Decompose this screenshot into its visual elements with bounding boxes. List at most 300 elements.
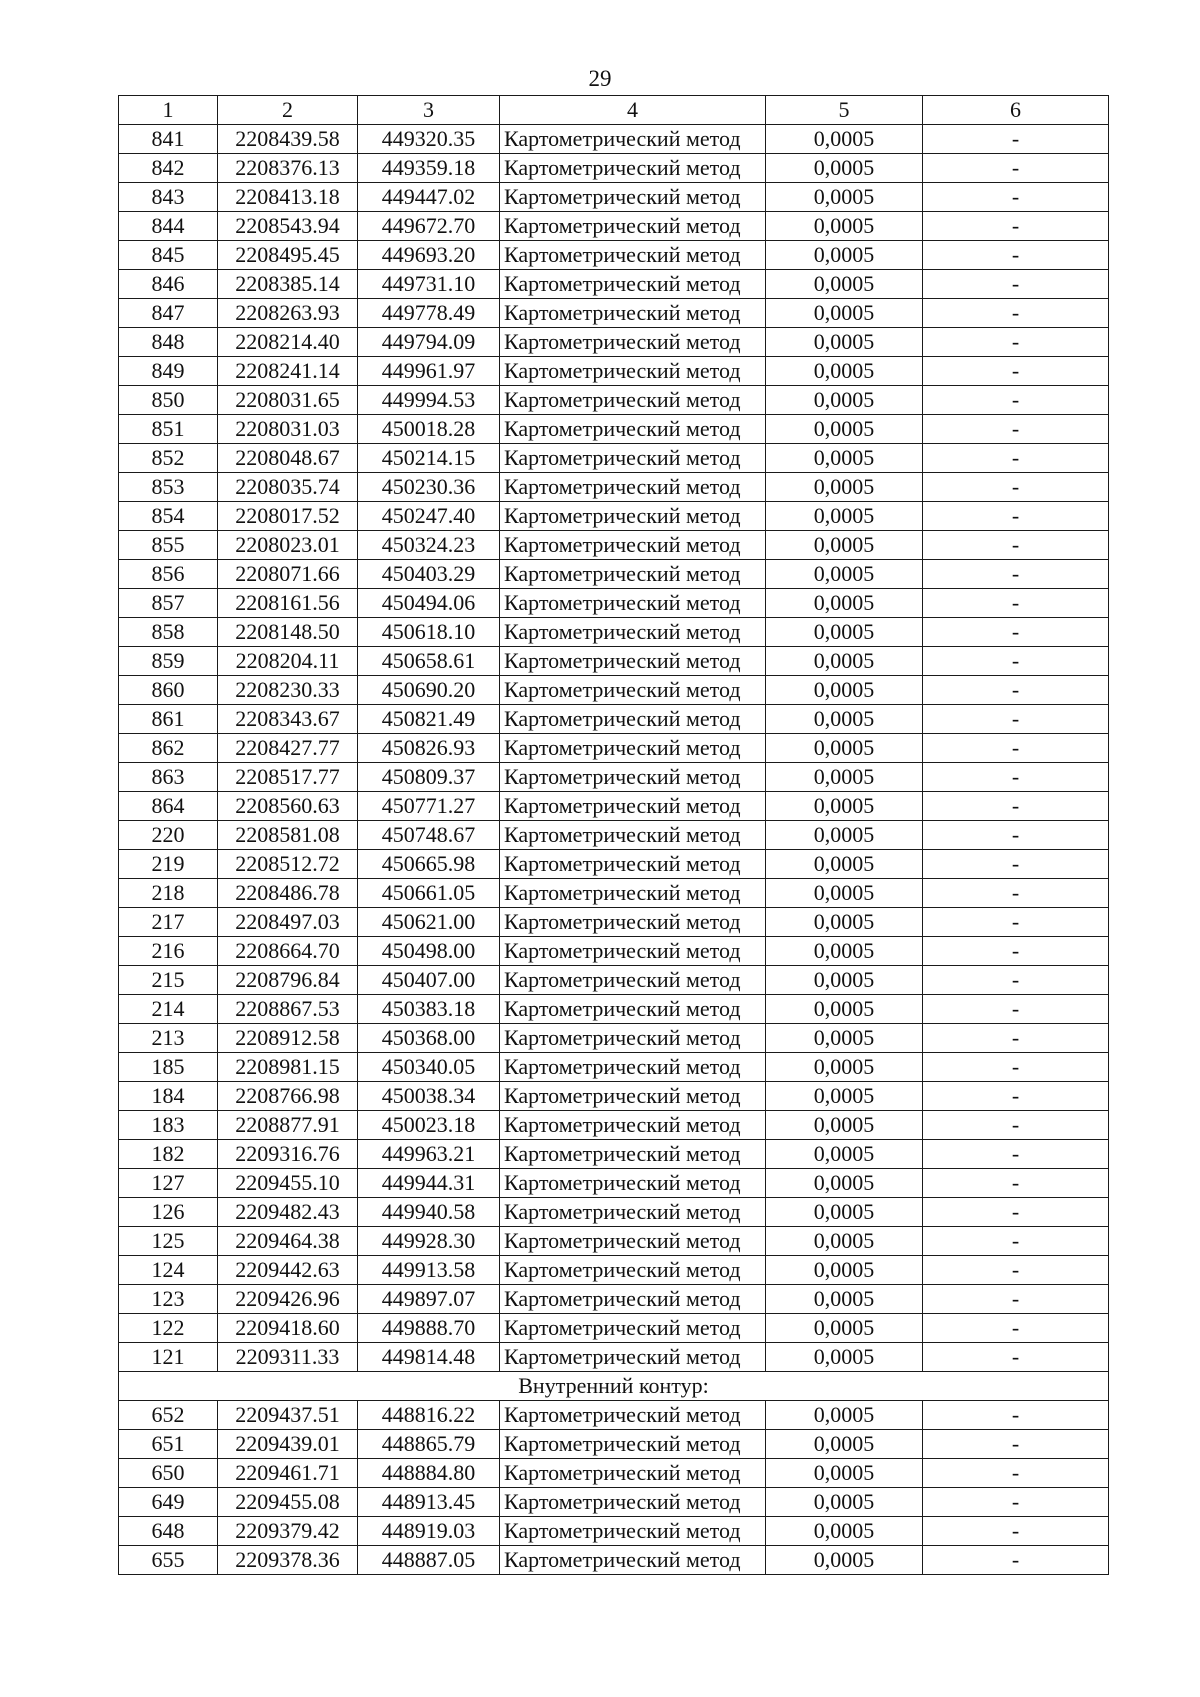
y-coordinate-cell: 448887.05 xyxy=(358,1546,500,1575)
x-coordinate-cell: 2209439.01 xyxy=(218,1430,358,1459)
accuracy-cell: 0,0005 xyxy=(766,1430,923,1459)
point-number-cell: 864 xyxy=(119,792,218,821)
method-cell: Картометрический метод xyxy=(500,908,766,937)
x-coordinate-cell: 2208343.67 xyxy=(218,705,358,734)
y-coordinate-cell: 450247.40 xyxy=(358,502,500,531)
y-coordinate-cell: 450230.36 xyxy=(358,473,500,502)
note-cell: - xyxy=(923,183,1109,212)
y-coordinate-cell: 448919.03 xyxy=(358,1517,500,1546)
point-number-cell: 123 xyxy=(119,1285,218,1314)
table-row xyxy=(119,1343,1109,1372)
x-coordinate-cell: 2208017.52 xyxy=(218,502,358,531)
x-coordinate-cell: 2208385.14 xyxy=(218,270,358,299)
point-number-cell: 860 xyxy=(119,676,218,705)
coordinates-table xyxy=(118,95,1109,1575)
method-cell: Картометрический метод xyxy=(500,183,766,212)
y-coordinate-cell: 449940.58 xyxy=(358,1198,500,1227)
table-row xyxy=(119,212,1109,241)
method-cell: Картометрический метод xyxy=(500,1401,766,1430)
y-coordinate-cell: 450690.20 xyxy=(358,676,500,705)
table-header xyxy=(119,96,1109,125)
table-row xyxy=(119,1111,1109,1140)
method-cell: Картометрический метод xyxy=(500,1198,766,1227)
method-cell: Картометрический метод xyxy=(500,444,766,473)
point-number-cell: 863 xyxy=(119,763,218,792)
y-coordinate-cell: 450368.00 xyxy=(358,1024,500,1053)
x-coordinate-cell: 2208439.58 xyxy=(218,125,358,154)
method-cell: Картометрический метод xyxy=(500,357,766,386)
x-coordinate-cell: 2209379.42 xyxy=(218,1517,358,1546)
x-coordinate-cell: 2209455.08 xyxy=(218,1488,358,1517)
table-row xyxy=(119,531,1109,560)
note-cell: - xyxy=(923,415,1109,444)
note-cell: - xyxy=(923,299,1109,328)
table-row xyxy=(119,1314,1109,1343)
x-coordinate-cell: 2208867.53 xyxy=(218,995,358,1024)
note-cell: - xyxy=(923,444,1109,473)
point-number-cell: 122 xyxy=(119,1314,218,1343)
note-cell: - xyxy=(923,821,1109,850)
note-cell: - xyxy=(923,1198,1109,1227)
y-coordinate-cell: 450403.29 xyxy=(358,560,500,589)
table-row xyxy=(119,589,1109,618)
x-coordinate-cell: 2208035.74 xyxy=(218,473,358,502)
method-cell: Картометрический метод xyxy=(500,734,766,763)
accuracy-cell: 0,0005 xyxy=(766,676,923,705)
point-number-cell: 213 xyxy=(119,1024,218,1053)
accuracy-cell: 0,0005 xyxy=(766,1285,923,1314)
point-number-cell: 845 xyxy=(119,241,218,270)
table-row xyxy=(119,125,1109,154)
point-number-cell: 648 xyxy=(119,1517,218,1546)
point-number-cell: 216 xyxy=(119,937,218,966)
accuracy-cell: 0,0005 xyxy=(766,995,923,1024)
point-number-cell: 649 xyxy=(119,1488,218,1517)
point-number-cell: 859 xyxy=(119,647,218,676)
method-cell: Картометрический метод xyxy=(500,1140,766,1169)
y-coordinate-cell: 449794.09 xyxy=(358,328,500,357)
note-cell: - xyxy=(923,502,1109,531)
method-cell: Картометрический метод xyxy=(500,241,766,270)
method-cell: Картометрический метод xyxy=(500,676,766,705)
y-coordinate-cell: 448884.80 xyxy=(358,1459,500,1488)
table-row xyxy=(119,1546,1109,1575)
y-coordinate-cell: 450658.61 xyxy=(358,647,500,676)
table-row xyxy=(119,183,1109,212)
accuracy-cell: 0,0005 xyxy=(766,1517,923,1546)
method-cell: Картометрический метод xyxy=(500,415,766,444)
point-number-cell: 848 xyxy=(119,328,218,357)
method-cell: Картометрический метод xyxy=(500,589,766,618)
accuracy-cell: 0,0005 xyxy=(766,1488,923,1517)
x-coordinate-cell: 2208581.08 xyxy=(218,821,358,850)
table-row xyxy=(119,270,1109,299)
x-coordinate-cell: 2208796.84 xyxy=(218,966,358,995)
note-cell: - xyxy=(923,763,1109,792)
x-coordinate-cell: 2208148.50 xyxy=(218,618,358,647)
point-number-cell: 185 xyxy=(119,1053,218,1082)
method-cell: Картометрический метод xyxy=(500,386,766,415)
x-coordinate-cell: 2209316.76 xyxy=(218,1140,358,1169)
y-coordinate-cell: 449320.35 xyxy=(358,125,500,154)
accuracy-cell: 0,0005 xyxy=(766,270,923,299)
table-row xyxy=(119,1140,1109,1169)
x-coordinate-cell: 2209464.38 xyxy=(218,1227,358,1256)
table-row xyxy=(119,357,1109,386)
table-row xyxy=(119,1053,1109,1082)
accuracy-cell: 0,0005 xyxy=(766,792,923,821)
point-number-cell: 852 xyxy=(119,444,218,473)
note-cell: - xyxy=(923,676,1109,705)
y-coordinate-cell: 450748.67 xyxy=(358,821,500,850)
x-coordinate-cell: 2208427.77 xyxy=(218,734,358,763)
method-cell: Картометрический метод xyxy=(500,1517,766,1546)
point-number-cell: 844 xyxy=(119,212,218,241)
point-number-cell: 652 xyxy=(119,1401,218,1430)
note-cell: - xyxy=(923,966,1109,995)
note-cell: - xyxy=(923,734,1109,763)
point-number-cell: 847 xyxy=(119,299,218,328)
x-coordinate-cell: 2208031.65 xyxy=(218,386,358,415)
accuracy-cell: 0,0005 xyxy=(766,1343,923,1372)
accuracy-cell: 0,0005 xyxy=(766,299,923,328)
note-cell: - xyxy=(923,473,1109,502)
point-number-cell: 843 xyxy=(119,183,218,212)
table-row xyxy=(119,444,1109,473)
accuracy-cell: 0,0005 xyxy=(766,763,923,792)
note-cell: - xyxy=(923,850,1109,879)
accuracy-cell: 0,0005 xyxy=(766,1140,923,1169)
table-row xyxy=(119,1459,1109,1488)
method-cell: Картометрический метод xyxy=(500,1488,766,1517)
accuracy-cell: 0,0005 xyxy=(766,966,923,995)
table-row xyxy=(119,1401,1109,1430)
y-coordinate-cell: 450498.00 xyxy=(358,937,500,966)
note-cell: - xyxy=(923,1256,1109,1285)
method-cell: Картометрический метод xyxy=(500,473,766,502)
accuracy-cell: 0,0005 xyxy=(766,241,923,270)
x-coordinate-cell: 2209378.36 xyxy=(218,1546,358,1575)
x-coordinate-cell: 2208766.98 xyxy=(218,1082,358,1111)
y-coordinate-cell: 449897.07 xyxy=(358,1285,500,1314)
note-cell: - xyxy=(923,1227,1109,1256)
note-cell: - xyxy=(923,589,1109,618)
table-row xyxy=(119,328,1109,357)
x-coordinate-cell: 2208981.15 xyxy=(218,1053,358,1082)
accuracy-cell: 0,0005 xyxy=(766,415,923,444)
method-cell: Картометрический метод xyxy=(500,995,766,1024)
y-coordinate-cell: 449447.02 xyxy=(358,183,500,212)
table-row xyxy=(119,386,1109,415)
note-cell: - xyxy=(923,1401,1109,1430)
x-coordinate-cell: 2208517.77 xyxy=(218,763,358,792)
note-cell: - xyxy=(923,792,1109,821)
accuracy-cell: 0,0005 xyxy=(766,821,923,850)
note-cell: - xyxy=(923,1546,1109,1575)
y-coordinate-cell: 449913.58 xyxy=(358,1256,500,1285)
x-coordinate-cell: 2208512.72 xyxy=(218,850,358,879)
accuracy-cell: 0,0005 xyxy=(766,1053,923,1082)
table-row xyxy=(119,299,1109,328)
note-cell: - xyxy=(923,386,1109,415)
y-coordinate-cell: 449928.30 xyxy=(358,1227,500,1256)
point-number-cell: 862 xyxy=(119,734,218,763)
method-cell: Картометрический метод xyxy=(500,1343,766,1372)
y-coordinate-cell: 450618.10 xyxy=(358,618,500,647)
method-cell: Картометрический метод xyxy=(500,1430,766,1459)
note-cell: - xyxy=(923,1053,1109,1082)
y-coordinate-cell: 450018.28 xyxy=(358,415,500,444)
accuracy-cell: 0,0005 xyxy=(766,850,923,879)
method-cell: Картометрический метод xyxy=(500,1314,766,1343)
point-number-cell: 850 xyxy=(119,386,218,415)
accuracy-cell: 0,0005 xyxy=(766,1546,923,1575)
header-cell: 4 xyxy=(500,96,766,125)
inner-contour-section xyxy=(119,1372,1109,1401)
method-cell: Картометрический метод xyxy=(500,328,766,357)
x-coordinate-cell: 2208376.13 xyxy=(218,154,358,183)
y-coordinate-cell: 449963.21 xyxy=(358,1140,500,1169)
x-coordinate-cell: 2209437.51 xyxy=(218,1401,358,1430)
point-number-cell: 184 xyxy=(119,1082,218,1111)
accuracy-cell: 0,0005 xyxy=(766,1227,923,1256)
x-coordinate-cell: 2208486.78 xyxy=(218,879,358,908)
y-coordinate-cell: 450771.27 xyxy=(358,792,500,821)
y-coordinate-cell: 450809.37 xyxy=(358,763,500,792)
table-row xyxy=(119,473,1109,502)
accuracy-cell: 0,0005 xyxy=(766,357,923,386)
note-cell: - xyxy=(923,1111,1109,1140)
table-row xyxy=(119,1430,1109,1459)
method-cell: Картометрический метод xyxy=(500,299,766,328)
point-number-cell: 220 xyxy=(119,821,218,850)
point-number-cell: 841 xyxy=(119,125,218,154)
x-coordinate-cell: 2208877.91 xyxy=(218,1111,358,1140)
accuracy-cell: 0,0005 xyxy=(766,1111,923,1140)
y-coordinate-cell: 449672.70 xyxy=(358,212,500,241)
method-cell: Картометрический метод xyxy=(500,154,766,183)
accuracy-cell: 0,0005 xyxy=(766,531,923,560)
table-row xyxy=(119,241,1109,270)
accuracy-cell: 0,0005 xyxy=(766,328,923,357)
table-row xyxy=(119,821,1109,850)
x-coordinate-cell: 2208214.40 xyxy=(218,328,358,357)
accuracy-cell: 0,0005 xyxy=(766,647,923,676)
point-number-cell: 219 xyxy=(119,850,218,879)
table-row xyxy=(119,734,1109,763)
y-coordinate-cell: 450621.00 xyxy=(358,908,500,937)
table-row xyxy=(119,850,1109,879)
x-coordinate-cell: 2208023.01 xyxy=(218,531,358,560)
note-cell: - xyxy=(923,1343,1109,1372)
method-cell: Картометрический метод xyxy=(500,270,766,299)
x-coordinate-cell: 2209482.43 xyxy=(218,1198,358,1227)
point-number-cell: 125 xyxy=(119,1227,218,1256)
table-row xyxy=(119,1198,1109,1227)
method-cell: Картометрический метод xyxy=(500,1285,766,1314)
table-row xyxy=(119,1024,1109,1053)
table-row xyxy=(119,1169,1109,1198)
method-cell: Картометрический метод xyxy=(500,705,766,734)
method-cell: Картометрический метод xyxy=(500,1053,766,1082)
accuracy-cell: 0,0005 xyxy=(766,125,923,154)
point-number-cell: 849 xyxy=(119,357,218,386)
point-number-cell: 857 xyxy=(119,589,218,618)
accuracy-cell: 0,0005 xyxy=(766,502,923,531)
y-coordinate-cell: 449994.53 xyxy=(358,386,500,415)
y-coordinate-cell: 449961.97 xyxy=(358,357,500,386)
page-number: 29 xyxy=(588,66,612,91)
table-row xyxy=(119,1082,1109,1111)
point-number-cell: 858 xyxy=(119,618,218,647)
x-coordinate-cell: 2209418.60 xyxy=(218,1314,358,1343)
point-number-cell: 856 xyxy=(119,560,218,589)
y-coordinate-cell: 450383.18 xyxy=(358,995,500,1024)
section-title: Внутренний контур: xyxy=(119,1372,1109,1401)
y-coordinate-cell: 449888.70 xyxy=(358,1314,500,1343)
inner-contour-rows xyxy=(119,1401,1109,1575)
table-row xyxy=(119,763,1109,792)
method-cell: Картометрический метод xyxy=(500,1082,766,1111)
point-number-cell: 124 xyxy=(119,1256,218,1285)
table-row xyxy=(119,1285,1109,1314)
note-cell: - xyxy=(923,357,1109,386)
accuracy-cell: 0,0005 xyxy=(766,183,923,212)
y-coordinate-cell: 449731.10 xyxy=(358,270,500,299)
accuracy-cell: 0,0005 xyxy=(766,618,923,647)
note-cell: - xyxy=(923,879,1109,908)
accuracy-cell: 0,0005 xyxy=(766,908,923,937)
note-cell: - xyxy=(923,1314,1109,1343)
header-row xyxy=(119,96,1109,125)
y-coordinate-cell: 450038.34 xyxy=(358,1082,500,1111)
y-coordinate-cell: 449359.18 xyxy=(358,154,500,183)
note-cell: - xyxy=(923,270,1109,299)
table-row xyxy=(119,937,1109,966)
point-number-cell: 842 xyxy=(119,154,218,183)
point-number-cell: 651 xyxy=(119,1430,218,1459)
note-cell: - xyxy=(923,705,1109,734)
y-coordinate-cell: 448816.22 xyxy=(358,1401,500,1430)
x-coordinate-cell: 2209455.10 xyxy=(218,1169,358,1198)
y-coordinate-cell: 450826.93 xyxy=(358,734,500,763)
x-coordinate-cell: 2208664.70 xyxy=(218,937,358,966)
point-number-cell: 650 xyxy=(119,1459,218,1488)
table-row xyxy=(119,792,1109,821)
y-coordinate-cell: 449778.49 xyxy=(358,299,500,328)
accuracy-cell: 0,0005 xyxy=(766,1401,923,1430)
note-cell: - xyxy=(923,1140,1109,1169)
note-cell: - xyxy=(923,1285,1109,1314)
outer-contour-rows xyxy=(119,125,1109,1372)
point-number-cell: 218 xyxy=(119,879,218,908)
x-coordinate-cell: 2209461.71 xyxy=(218,1459,358,1488)
method-cell: Картометрический метод xyxy=(500,1227,766,1256)
table-row xyxy=(119,1488,1109,1517)
method-cell: Картометрический метод xyxy=(500,647,766,676)
header-cell: 2 xyxy=(218,96,358,125)
y-coordinate-cell: 450821.49 xyxy=(358,705,500,734)
note-cell: - xyxy=(923,212,1109,241)
note-cell: - xyxy=(923,1517,1109,1546)
y-coordinate-cell: 449814.48 xyxy=(358,1343,500,1372)
section-row xyxy=(119,1372,1109,1401)
x-coordinate-cell: 2209442.63 xyxy=(218,1256,358,1285)
table-row xyxy=(119,966,1109,995)
table-row xyxy=(119,154,1109,183)
x-coordinate-cell: 2208230.33 xyxy=(218,676,358,705)
point-number-cell: 861 xyxy=(119,705,218,734)
table-row xyxy=(119,676,1109,705)
x-coordinate-cell: 2208031.03 xyxy=(218,415,358,444)
accuracy-cell: 0,0005 xyxy=(766,154,923,183)
method-cell: Картометрический метод xyxy=(500,966,766,995)
point-number-cell: 215 xyxy=(119,966,218,995)
accuracy-cell: 0,0005 xyxy=(766,1256,923,1285)
point-number-cell: 127 xyxy=(119,1169,218,1198)
table-row xyxy=(119,415,1109,444)
accuracy-cell: 0,0005 xyxy=(766,879,923,908)
note-cell: - xyxy=(923,1169,1109,1198)
method-cell: Картометрический метод xyxy=(500,850,766,879)
accuracy-cell: 0,0005 xyxy=(766,1314,923,1343)
method-cell: Картометрический метод xyxy=(500,618,766,647)
table-row xyxy=(119,908,1109,937)
y-coordinate-cell: 450340.05 xyxy=(358,1053,500,1082)
x-coordinate-cell: 2208161.56 xyxy=(218,589,358,618)
point-number-cell: 854 xyxy=(119,502,218,531)
method-cell: Картометрический метод xyxy=(500,1024,766,1053)
table-row xyxy=(119,879,1109,908)
y-coordinate-cell: 448913.45 xyxy=(358,1488,500,1517)
note-cell: - xyxy=(923,560,1109,589)
x-coordinate-cell: 2208495.45 xyxy=(218,241,358,270)
note-cell: - xyxy=(923,531,1109,560)
note-cell: - xyxy=(923,154,1109,183)
table-row xyxy=(119,705,1109,734)
table-row xyxy=(119,1227,1109,1256)
method-cell: Картометрический метод xyxy=(500,1546,766,1575)
y-coordinate-cell: 450023.18 xyxy=(358,1111,500,1140)
method-cell: Картометрический метод xyxy=(500,502,766,531)
y-coordinate-cell: 450494.06 xyxy=(358,589,500,618)
y-coordinate-cell: 450661.05 xyxy=(358,879,500,908)
x-coordinate-cell: 2208071.66 xyxy=(218,560,358,589)
header-cell: 1 xyxy=(119,96,218,125)
method-cell: Картометрический метод xyxy=(500,560,766,589)
note-cell: - xyxy=(923,995,1109,1024)
y-coordinate-cell: 450665.98 xyxy=(358,850,500,879)
note-cell: - xyxy=(923,937,1109,966)
table-row xyxy=(119,502,1109,531)
method-cell: Картометрический метод xyxy=(500,1459,766,1488)
table-row xyxy=(119,1256,1109,1285)
x-coordinate-cell: 2208912.58 xyxy=(218,1024,358,1053)
accuracy-cell: 0,0005 xyxy=(766,473,923,502)
table-row xyxy=(119,1517,1109,1546)
table-row xyxy=(119,647,1109,676)
method-cell: Картометрический метод xyxy=(500,792,766,821)
note-cell: - xyxy=(923,1082,1109,1111)
method-cell: Картометрический метод xyxy=(500,531,766,560)
x-coordinate-cell: 2208413.18 xyxy=(218,183,358,212)
point-number-cell: 126 xyxy=(119,1198,218,1227)
accuracy-cell: 0,0005 xyxy=(766,1459,923,1488)
y-coordinate-cell: 450324.23 xyxy=(358,531,500,560)
method-cell: Картометрический метод xyxy=(500,1256,766,1285)
note-cell: - xyxy=(923,647,1109,676)
y-coordinate-cell: 449944.31 xyxy=(358,1169,500,1198)
